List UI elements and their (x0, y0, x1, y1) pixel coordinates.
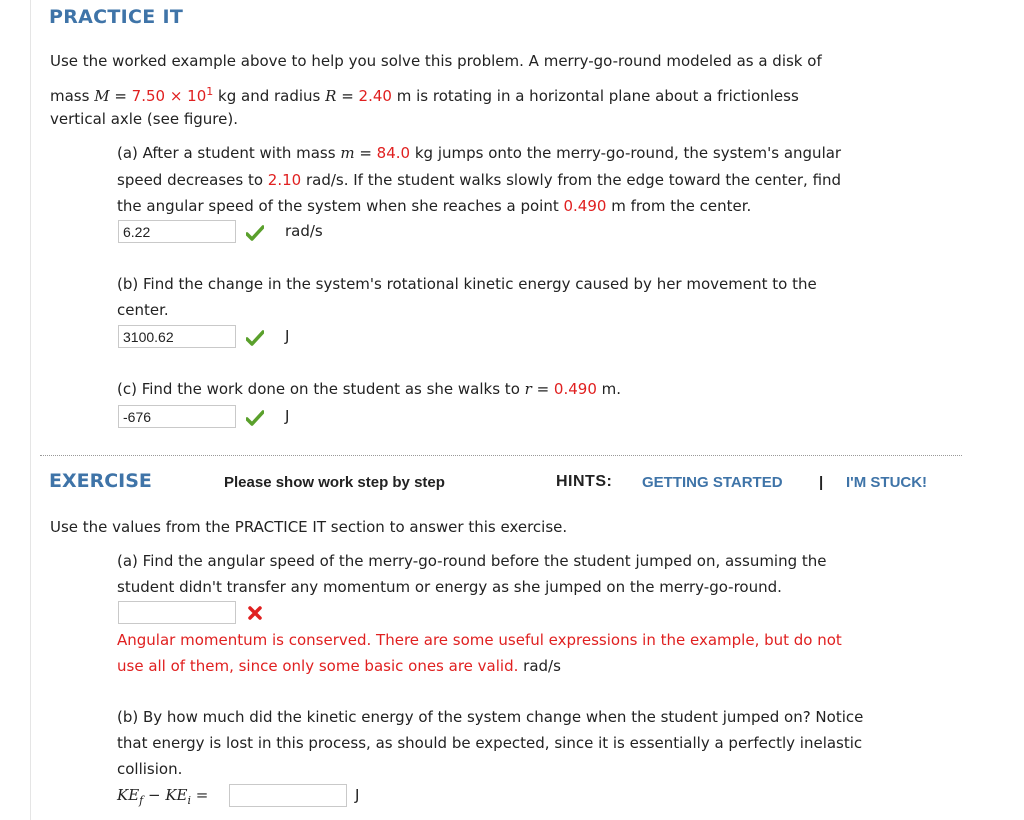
hint-getting-started-link[interactable]: GETTING STARTED (642, 474, 783, 491)
practice-b-line-1: (b) Find the change in the system's rotational kinetic energy caused by her movement to the (117, 275, 817, 293)
practice-b-line-2: center. (117, 301, 169, 319)
practice-b-answer-field[interactable]: 3100.62 (118, 325, 236, 348)
practice-intro-line-2: mass $M = 7.50 \times 10^1$ kg and radius R = 2.40 m is rotating in a horizontal plane about a frictionless (50, 85, 799, 105)
exercise-b-unit: J (355, 786, 360, 804)
left-border (30, 0, 31, 820)
practice-a-unit: rad/s (285, 222, 323, 240)
practice-b-unit: J (285, 327, 290, 345)
exercise-intro: Use the values from the PRACTICE IT section to answer this exercise. (50, 518, 568, 536)
exercise-note: Please show work step by step (224, 474, 445, 491)
exercise-b-line-1: (b) By how much did the kinetic energy of the system change when the student jumped on? Notice (117, 708, 864, 726)
exercise-b-equation-label: $KE_f - KE_i$ = (117, 786, 209, 807)
exercise-b-answer-field[interactable] (229, 784, 347, 807)
hints-label: HINTS: (556, 473, 613, 490)
hint-im-stuck-link[interactable]: I'M STUCK! (846, 474, 928, 491)
practice-intro-line-1: Use the worked example above to help you solve this problem. A merry-go-round modeled as a disk of (50, 52, 822, 70)
practice-a-line-3: the angular speed of the system when she reaches a point 0.490 m from the center. (117, 197, 752, 215)
exercise-a-feedback-line-1: Angular momentum is conserved. There are some useful expressions in the example, but do not (117, 631, 842, 649)
exercise-a-answer-field[interactable] (118, 601, 236, 624)
cross-icon (247, 605, 263, 621)
exercise-a-feedback-line-2: use all of them, since only some basic ones are valid. rad/s (117, 657, 561, 675)
practice-a-answer-field[interactable]: 6.22 (118, 220, 236, 243)
exercise-a-line-1: (a) Find the angular speed of the merry-go-round before the student jumped on, assuming the (117, 552, 827, 570)
practice-heading: PRACTICE IT (49, 6, 184, 28)
section-divider (40, 455, 962, 456)
checkmark-icon (246, 410, 264, 426)
practice-a-line-2: speed decreases to 2.10 rad/s. If the student walks slowly from the edge toward the center, find (117, 171, 842, 189)
practice-c-answer-field[interactable]: -676 (118, 405, 236, 428)
checkmark-icon (246, 225, 264, 241)
exercise-b-line-3: collision. (117, 760, 183, 778)
practice-intro-line-3: vertical axle (see figure). (50, 110, 238, 128)
exercise-b-line-2: that energy is lost in this process, as should be expected, since it is essentially a perfectly inelastic (117, 734, 863, 752)
practice-c-unit: J (285, 407, 290, 425)
hints-separator: | (819, 474, 824, 491)
checkmark-icon (246, 330, 264, 346)
practice-c-line-1: (c) Find the work done on the student as she walks to r = 0.490 m. (117, 380, 622, 398)
practice-a-line-1: (a) After a student with mass m = 84.0 kg jumps onto the merry-go-round, the system's angular (117, 144, 842, 162)
exercise-a-unit: rad/s (523, 657, 561, 675)
exercise-a-line-2: student didn't transfer any momentum or energy as she jumped on the merry-go-round. (117, 578, 782, 596)
exercise-heading: EXERCISE (49, 470, 152, 492)
